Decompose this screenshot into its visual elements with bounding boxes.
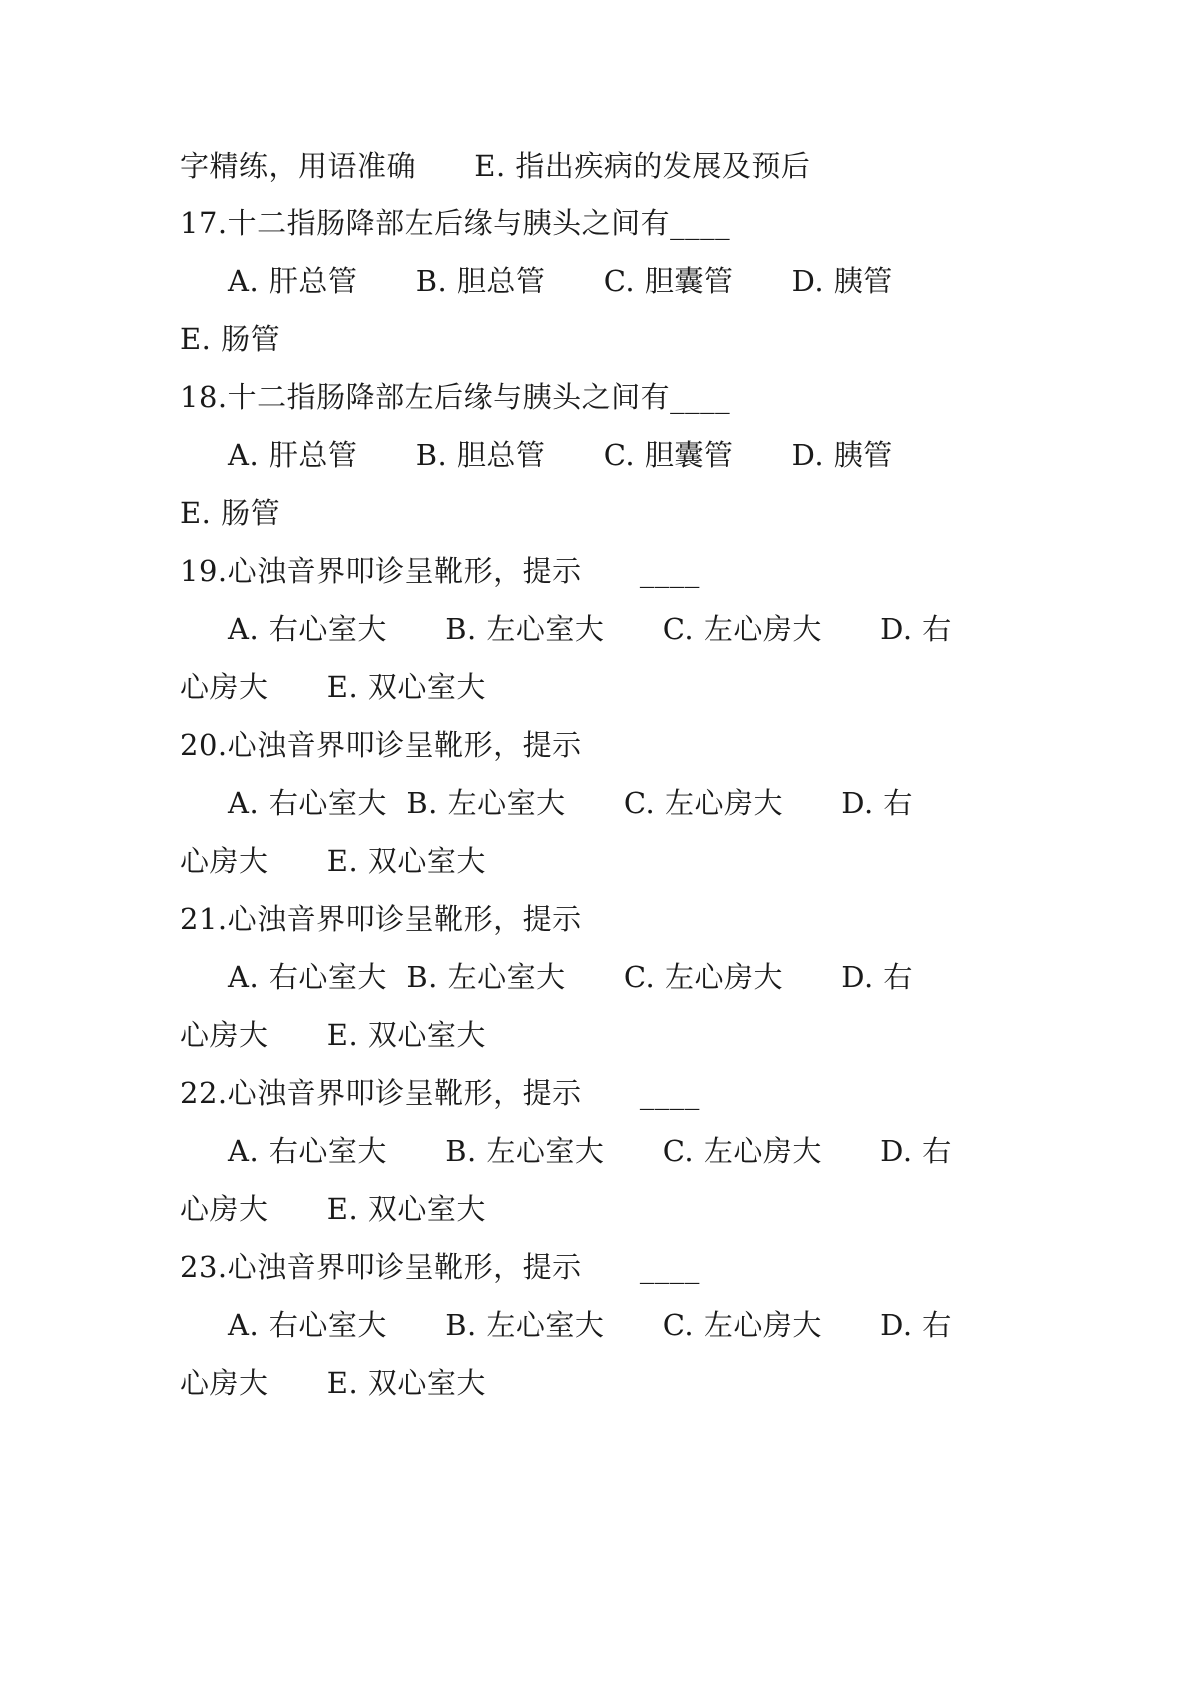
question-23-options: A. 右心室大 B. 左心室大 C. 左心房大 D. 右 [228, 1308, 952, 1342]
question-17-options: A. 肝总管 B. 胆总管 C. 胆囊管 D. 胰管 [228, 264, 893, 298]
question-20-options-cont: 心房大 E. 双心室大 [180, 844, 486, 878]
question-18-options-cont: E. 肠管 [180, 496, 281, 530]
question-17-options-cont: E. 肠管 [180, 322, 281, 356]
question-19-options: A. 右心室大 B. 左心室大 C. 左心房大 D. 右 [228, 612, 952, 646]
question-17: 17.十二指肠降部左后缘与胰头之间有____ [180, 206, 731, 240]
question-22-options: A. 右心室大 B. 左心室大 C. 左心房大 D. 右 [228, 1134, 952, 1168]
question-21-options: A. 右心室大 B. 左心室大 C. 左心房大 D. 右 [228, 960, 913, 994]
question-23-options-cont: 心房大 E. 双心室大 [180, 1366, 486, 1400]
question-19-options-cont: 心房大 E. 双心室大 [180, 670, 486, 704]
text-line: 字精练，用语准确 E. 指出疾病的发展及预后 [180, 149, 811, 183]
question-19: 19.心浊音界叩诊呈靴形，提示 ____ [180, 554, 700, 588]
question-18: 18.十二指肠降部左后缘与胰头之间有____ [180, 380, 731, 414]
question-23: 23.心浊音界叩诊呈靴形，提示 ____ [180, 1250, 700, 1284]
question-21-options-cont: 心房大 E. 双心室大 [180, 1018, 486, 1052]
question-22-options-cont: 心房大 E. 双心室大 [180, 1192, 486, 1226]
question-20: 20.心浊音界叩诊呈靴形，提示 [180, 728, 582, 762]
question-21: 21.心浊音界叩诊呈靴形，提示 [180, 902, 582, 936]
question-20-options: A. 右心室大 B. 左心室大 C. 左心房大 D. 右 [228, 786, 913, 820]
question-18-options: A. 肝总管 B. 胆总管 C. 胆囊管 D. 胰管 [228, 438, 893, 472]
question-22: 22.心浊音界叩诊呈靴形，提示 ____ [180, 1076, 700, 1110]
